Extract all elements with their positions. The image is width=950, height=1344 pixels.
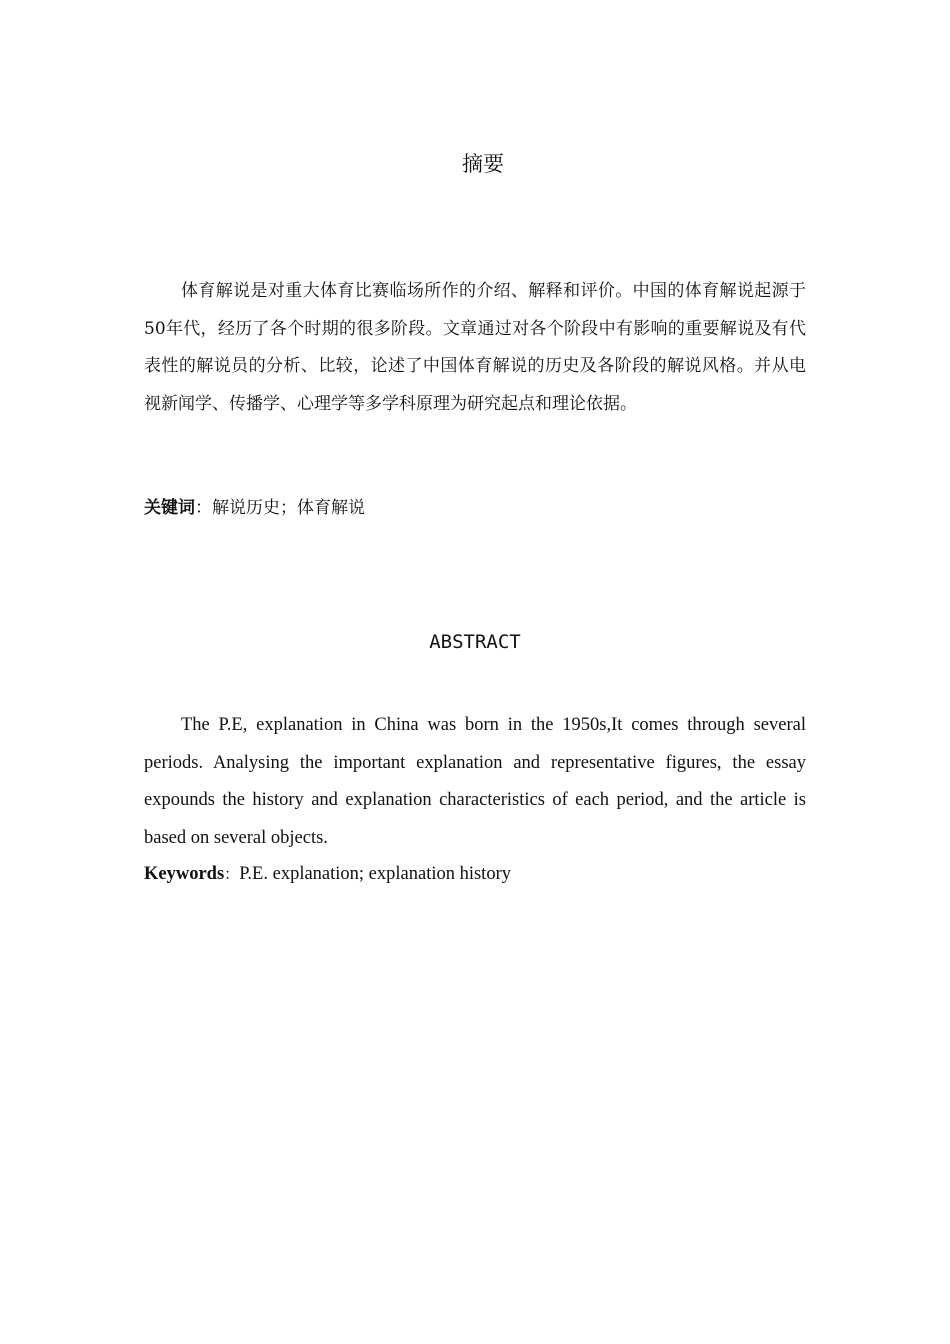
english-keywords-line	[144, 858, 806, 890]
english-keywords-value: P.E. explanation; explanation history	[239, 864, 511, 884]
english-keywords-label: Keywords	[144, 864, 225, 884]
english-abstract-title: ABSTRACT	[429, 631, 521, 653]
english-abstract-body: The P.E, explanation in China was born in the 1950s,It comes through several periods. Analysing the important explanation and representative figures, the essay expounds the history and explanation characteristics of each period, and the article is based on several objects.	[144, 715, 806, 848]
chinese-keywords-line	[144, 492, 806, 524]
chinese-keywords-separator: ：	[195, 498, 212, 518]
chinese-abstract-title: 摘要	[462, 152, 504, 176]
english-keywords-separator: ：	[224, 865, 240, 883]
chinese-keywords-value: 解说历史；体育解说	[212, 498, 365, 518]
chinese-keywords-label: 关键词	[144, 498, 195, 518]
chinese-abstract-body: 体育解说是对重大体育比赛临场所作的介绍、解释和评价。中国的体育解说起源于50年代，经历了各个时期的很多阶段。文章通过对各个阶段中有影响的重要解说及有代表性的解说员的分析、比较，论述了中国体育解说的历史及各阶段的解说风格。并从电视新闻学、传播学、心理学等多学科原理为研究起点和理论依据。	[144, 281, 806, 414]
